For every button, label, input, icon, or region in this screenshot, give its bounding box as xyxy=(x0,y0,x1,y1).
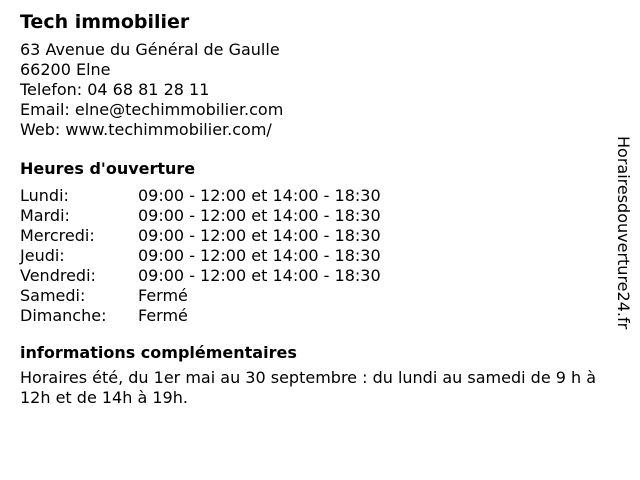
info-heading: informations complémentaires xyxy=(20,343,297,362)
hours-time: 09:00 - 12:00 et 14:00 - 18:30 xyxy=(138,186,381,205)
hours-day: Lundi: xyxy=(20,186,69,205)
hours-table xyxy=(20,186,620,326)
hours-row-saturday xyxy=(20,286,620,306)
hours-time: 09:00 - 12:00 et 14:00 - 18:30 xyxy=(138,206,381,225)
web-line[interactable]: Web: www.techimmobilier.com/ xyxy=(20,120,272,139)
info-text: Horaires été, du 1er mai au 30 septembre : du lundi au samedi de 9 h à 12h et de 14h à 19h. xyxy=(20,368,597,407)
hours-time: Fermé xyxy=(138,286,188,305)
hours-time: 09:00 - 12:00 et 14:00 - 18:30 xyxy=(138,266,381,285)
hours-day: Samedi: xyxy=(20,286,86,305)
hours-day: Mardi: xyxy=(20,206,70,225)
phone-line[interactable]: Telefon: 04 68 81 28 11 xyxy=(20,80,210,99)
contact-block xyxy=(20,40,620,140)
hours-row-friday xyxy=(20,266,620,286)
hours-time: 09:00 - 12:00 et 14:00 - 18:30 xyxy=(138,246,381,265)
business-name: Tech immobilier xyxy=(20,11,190,33)
address-city: 66200 Elne xyxy=(20,60,111,79)
email-line[interactable]: Email: elne@techimmobilier.com xyxy=(20,100,284,119)
hours-row-tuesday xyxy=(20,206,620,226)
hours-row-sunday xyxy=(20,306,620,326)
site-watermark: Horairesdouverture24.fr xyxy=(614,136,633,330)
hours-row-monday xyxy=(20,186,620,206)
address-street: 63 Avenue du Général de Gaulle xyxy=(20,40,280,59)
hours-day: Vendredi: xyxy=(20,266,96,285)
hours-day: Dimanche: xyxy=(20,306,107,325)
hours-time: Fermé xyxy=(138,306,188,325)
hours-day: Jeudi: xyxy=(20,246,65,265)
hours-day: Mercredi: xyxy=(20,226,95,245)
business-card xyxy=(20,8,620,408)
hours-time: 09:00 - 12:00 et 14:00 - 18:30 xyxy=(138,226,381,245)
hours-heading: Heures d'ouverture xyxy=(20,159,196,178)
hours-row-wednesday xyxy=(20,226,620,246)
hours-row-thursday xyxy=(20,246,620,266)
